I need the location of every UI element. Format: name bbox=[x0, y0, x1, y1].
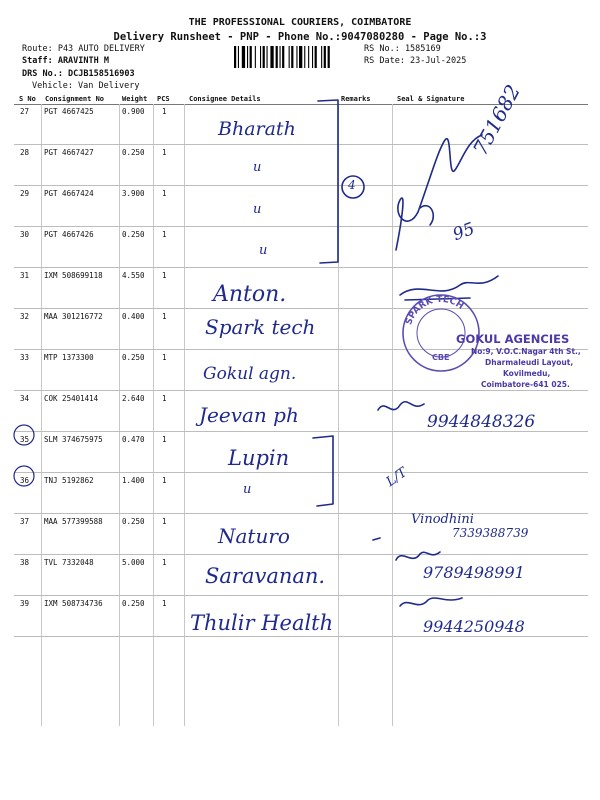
rs-date: RS Date: 23-Jul-2025 bbox=[364, 56, 467, 66]
signature-mark bbox=[396, 552, 440, 560]
hw-ditto: u bbox=[253, 202, 262, 217]
hw-remark-4: 4 bbox=[348, 178, 356, 192]
drs-label: DRS No.: DCJB158516903 bbox=[22, 69, 135, 79]
row-pcs: 1 bbox=[162, 517, 167, 526]
bracket-mark bbox=[318, 100, 338, 263]
row-sno: 30 bbox=[20, 230, 30, 239]
row-weight: 0.250 bbox=[122, 599, 145, 608]
row-sno: 38 bbox=[20, 558, 30, 567]
row-sno: 36 bbox=[20, 476, 30, 485]
row-consignment-no: PGT 4667425 bbox=[44, 107, 94, 116]
col-remarks: Remarks bbox=[341, 95, 371, 103]
row-sno: 27 bbox=[20, 107, 30, 116]
hw-phone-751682: 751682 bbox=[468, 80, 526, 160]
row-sno: 32 bbox=[20, 312, 30, 321]
staff-label: Staff: ARAVINTH M bbox=[22, 56, 109, 66]
row-consignment-no: SLM 374675975 bbox=[44, 435, 103, 444]
row-pcs: 1 bbox=[162, 148, 167, 157]
bracket-mark bbox=[313, 436, 333, 506]
row-consignment-no: COK 25401414 bbox=[44, 394, 99, 403]
row-weight: 0.250 bbox=[122, 353, 145, 362]
row-weight: 3.900 bbox=[122, 189, 145, 198]
row-consignment-no: IXM 508734736 bbox=[44, 599, 103, 608]
hw-phone-95: 95 bbox=[450, 218, 478, 246]
col-consignee: Consignee Details bbox=[189, 95, 261, 103]
company-title: THE PROFESSIONAL COURIERS, COIMBATORE bbox=[188, 17, 412, 28]
rs-number: RS No.: 1585169 bbox=[364, 44, 441, 54]
row-weight: 2.640 bbox=[122, 394, 145, 403]
hw-gokul: Gokul agn. bbox=[203, 364, 297, 384]
hw-anton: Anton. bbox=[213, 282, 287, 307]
row-pcs: 1 bbox=[162, 189, 167, 198]
seal-ring-top: SPARK TECH bbox=[404, 294, 466, 327]
row-weight: 4.550 bbox=[122, 271, 145, 280]
row-pcs: 1 bbox=[162, 230, 167, 239]
hw-lupin: Lupin bbox=[228, 446, 290, 470]
row-pcs: 1 bbox=[162, 394, 167, 403]
row-pcs: 1 bbox=[162, 558, 167, 567]
hw-thulir: Thulir Health bbox=[190, 611, 334, 635]
hw-phone-saravanan: 9789498991 bbox=[423, 563, 525, 582]
stamp-company: GOKUL AGENCIES bbox=[456, 332, 570, 346]
runsheet-subtitle: Delivery Runsheet - PNP - Phone No.:9047080280 - Page No.:3 bbox=[113, 31, 487, 43]
circle-mark bbox=[14, 466, 34, 486]
hw-saravanan: Saravanan. bbox=[205, 564, 326, 588]
col-seal: Seal & Signature bbox=[397, 95, 465, 103]
seal-ring-bottom: CBE bbox=[432, 353, 450, 362]
row-consignment-no: MAA 577399588 bbox=[44, 517, 103, 526]
row-sno: 34 bbox=[20, 394, 30, 403]
col-consignment: Consignment No bbox=[45, 95, 105, 103]
row-sno: 35 bbox=[20, 435, 30, 444]
row-pcs: 1 bbox=[162, 435, 167, 444]
row-weight: 0.250 bbox=[122, 517, 145, 526]
row-weight: 0.900 bbox=[122, 107, 145, 116]
circle-mark bbox=[14, 425, 34, 445]
row-weight: 1.400 bbox=[122, 476, 145, 485]
hw-ditto: u bbox=[253, 160, 262, 175]
row-sno: 37 bbox=[20, 517, 30, 526]
signature-mark bbox=[420, 206, 433, 225]
row-weight: 0.250 bbox=[122, 148, 145, 157]
row-consignment-no: MTP 1373300 bbox=[44, 353, 94, 362]
row-consignment-no: PGT 4667427 bbox=[44, 148, 94, 157]
hw-ditto: u bbox=[243, 482, 252, 497]
hw-phone-thulir: 9944250948 bbox=[423, 617, 525, 636]
row-weight: 0.250 bbox=[122, 230, 145, 239]
row-sno: 31 bbox=[20, 271, 30, 280]
hw-phone-vinodhini: 7339388739 bbox=[452, 526, 529, 540]
col-sno: S No bbox=[19, 95, 36, 103]
signature-mark bbox=[378, 402, 424, 410]
vehicle-label: Vehicle: Van Delivery bbox=[32, 81, 140, 91]
svg-text:SPARK TECH bbox=[404, 295, 465, 326]
row-consignment-no: PGT 4667424 bbox=[44, 189, 94, 198]
signature-mark bbox=[373, 538, 380, 540]
hw-phone-jeevan: 9944848326 bbox=[427, 412, 536, 432]
row-consignment-no: IXM 508699118 bbox=[44, 271, 103, 280]
hw-lt: L/T bbox=[383, 465, 411, 490]
row-pcs: 1 bbox=[162, 476, 167, 485]
row-pcs: 1 bbox=[162, 271, 167, 280]
hw-vinodhini: Vinodhini bbox=[411, 512, 474, 527]
row-pcs: 1 bbox=[162, 312, 167, 321]
row-weight: 0.470 bbox=[122, 435, 145, 444]
hw-naturo: Naturo bbox=[218, 524, 290, 548]
row-consignment-no: TVL 7332048 bbox=[44, 558, 94, 567]
row-pcs: 1 bbox=[162, 107, 167, 116]
col-pcs: PCS bbox=[157, 95, 170, 103]
stamp-line2: Dharmaleudi Layout, bbox=[485, 358, 574, 367]
col-weight: Weight bbox=[122, 95, 148, 103]
signature-mark bbox=[400, 598, 462, 606]
row-sno: 29 bbox=[20, 189, 30, 198]
row-consignment-no: PGT 4667426 bbox=[44, 230, 94, 239]
hw-sparktech: Spark tech bbox=[205, 315, 316, 339]
row-sno: 28 bbox=[20, 148, 30, 157]
row-sno: 33 bbox=[20, 353, 30, 362]
hw-bharath: Bharath bbox=[218, 118, 296, 140]
row-weight: 0.400 bbox=[122, 312, 145, 321]
route-label: Route: P43 AUTO DELIVERY bbox=[22, 44, 145, 54]
hw-jeevan: Jeevan ph bbox=[199, 403, 299, 427]
row-consignment-no: TNJ 5192862 bbox=[44, 476, 94, 485]
stamp-line1: No:9, V.O.C.Nagar 4th St., bbox=[471, 347, 581, 356]
row-consignment-no: MAA 301216772 bbox=[44, 312, 103, 321]
row-pcs: 1 bbox=[162, 353, 167, 362]
stamp-line3: Kovilmedu, bbox=[503, 369, 551, 378]
row-weight: 5.000 bbox=[122, 558, 145, 567]
hw-ditto: u bbox=[259, 243, 268, 258]
stamp-line4: Coimbatore-641 025. bbox=[481, 380, 570, 389]
row-sno: 39 bbox=[20, 599, 30, 608]
row-pcs: 1 bbox=[162, 599, 167, 608]
